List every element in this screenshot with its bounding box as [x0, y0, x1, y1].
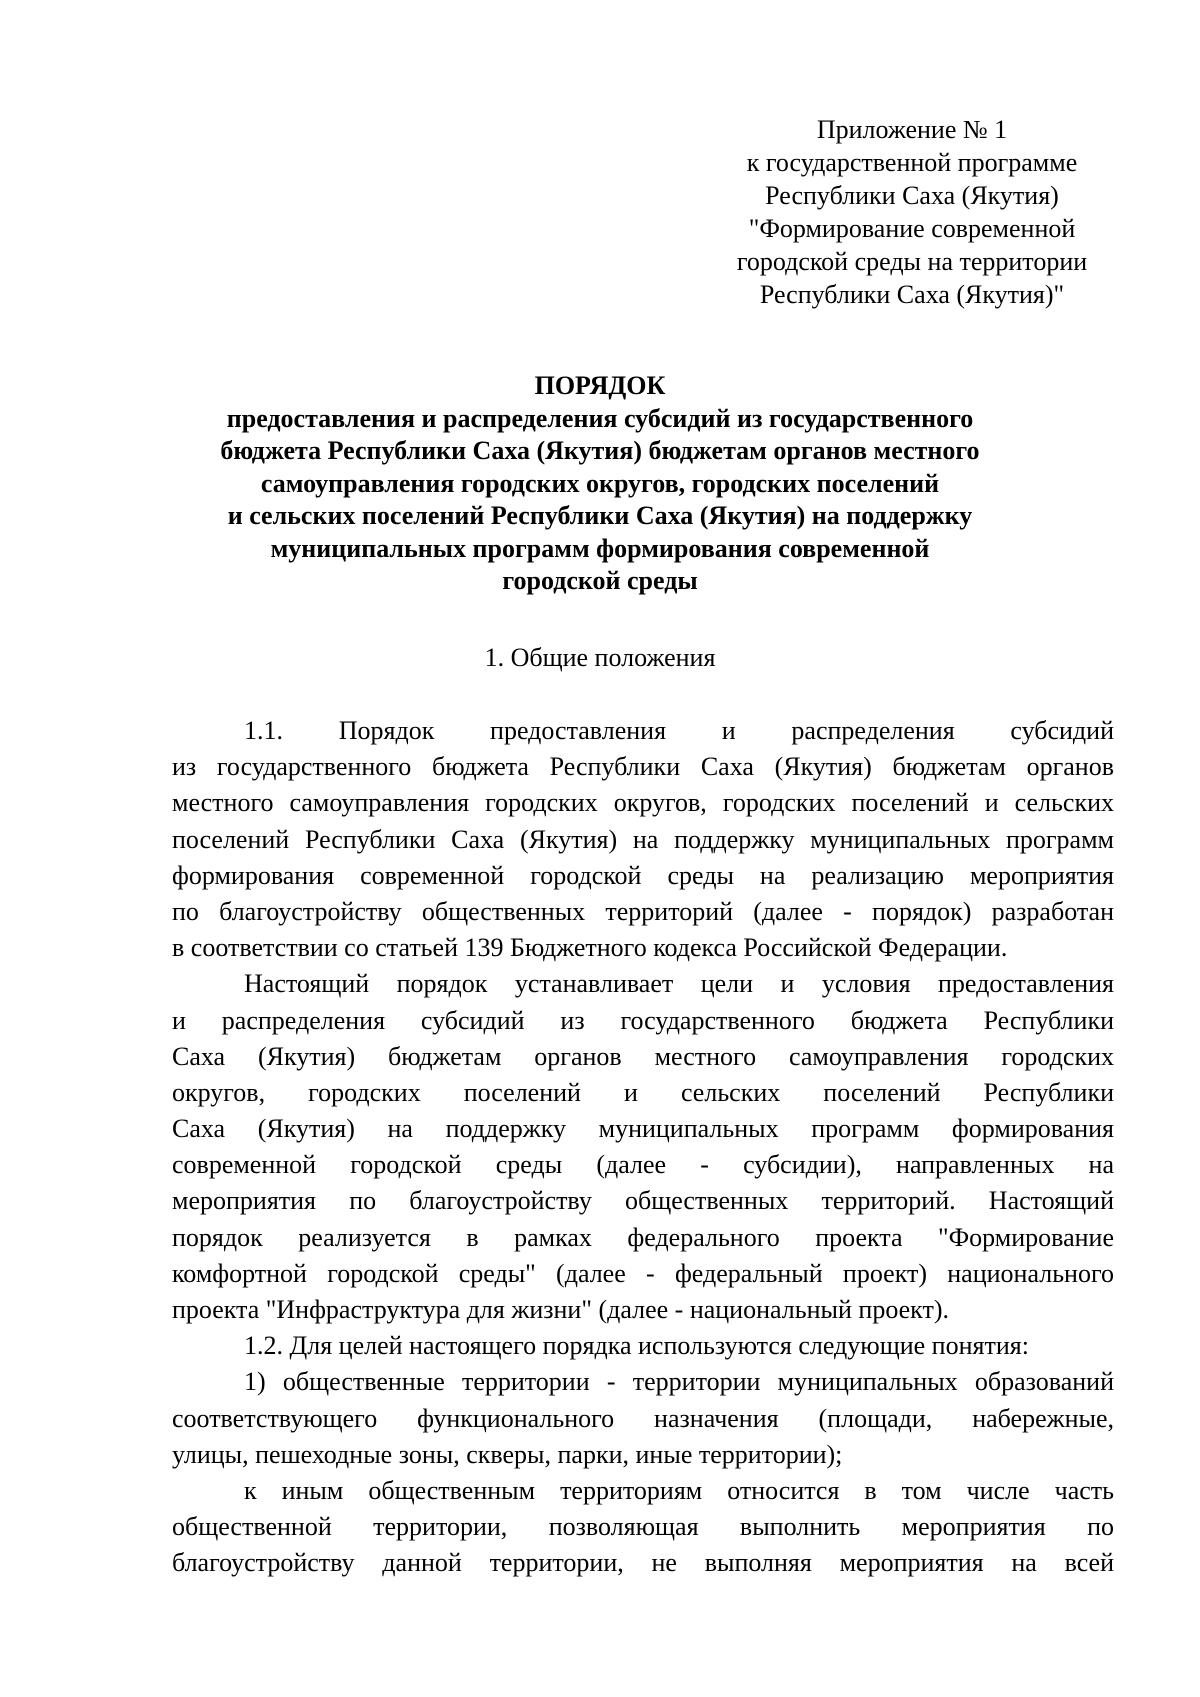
paragraph-other-territories — [172, 1473, 1114, 1582]
paragraph-purpose — [172, 966, 1114, 1328]
paragraph-line: общественной территории, позволяющая выполнить мероприятия по — [172, 1512, 1114, 1542]
paragraph-line: в соответствии со статьей 139 Бюджетного кодекса Российской Федерации. — [172, 933, 1008, 963]
paragraph-line: формирования современной городской среды на реализацию мероприятия — [172, 860, 1114, 890]
paragraph-1-1 — [172, 713, 1114, 966]
paragraph-line: к иным общественным территориям относится в том числе часть — [244, 1475, 1114, 1505]
annex-header — [702, 113, 1122, 311]
paragraph-line: поселений Республики Саха (Якутия) на поддержку муниципальных программ — [172, 824, 1114, 854]
paragraph-line: благоустройству данной территории, не выполняя мероприятия на всей — [172, 1548, 1114, 1578]
paragraph-line: соответствующего функционального назначения (площади, набережные, — [172, 1403, 1114, 1433]
paragraph-line: Саха (Якутия) на поддержку муниципальных программ формирования — [172, 1114, 1114, 1144]
annex-line: Приложение № 1 — [816, 115, 1008, 144]
annex-line: "Формирование современной — [748, 214, 1076, 243]
paragraph-definition-1 — [172, 1364, 1114, 1473]
title-subtitle-line: бюджета Республики Саха (Якутия) бюджетам органов местного — [220, 436, 980, 465]
title-subtitle-line: предоставления и распределения субсидий из государственного — [226, 403, 974, 433]
title-heading: ПОРЯДОК — [534, 371, 666, 400]
annex-line: городской среды на территории — [736, 247, 1088, 276]
paragraph-line: округов, городских поселений и сельских поселений Республики — [172, 1077, 1114, 1107]
paragraph-line: проекта "Инфраструктура для жизни" (далее - национальный проект). — [172, 1295, 949, 1324]
paragraph-line: из государственного бюджета Республики Саха (Якутия) бюджетам органов — [172, 752, 1114, 782]
title-subtitle-line: и сельских поселений Республики Саха (Якутия) на поддержку — [227, 501, 973, 530]
document-title — [180, 370, 1020, 598]
annex-line: Республики Саха (Якутия) — [765, 181, 1059, 210]
annex-line: Республики Саха (Якутия)" — [759, 280, 1065, 309]
paragraph-line: 1) общественные территории - территории муниципальных образований — [244, 1367, 1114, 1397]
paragraph-line: Саха (Якутия) бюджетам органов местного самоуправления городских — [172, 1041, 1114, 1071]
title-subtitle-line: муниципальных программ формирования современной — [270, 533, 930, 563]
paragraph-line: местного самоуправления городских округов, городских поселений и сельских — [172, 788, 1114, 818]
paragraph-line: Настоящий порядок устанавливает цели и условия предоставления — [244, 969, 1114, 999]
paragraph-line: порядок реализуется в рамках федерального проекта "Формирование — [172, 1222, 1114, 1252]
paragraph-line: по благоустройству общественных территорий (далее - порядок) разработан — [172, 896, 1114, 926]
paragraph-line: 1.1. Порядок предоставления и распределения субсидий — [244, 716, 1114, 745]
section-heading: 1. Общие положения — [484, 643, 716, 672]
body-text — [172, 713, 1114, 1582]
paragraph-line: 1.2. Для целей настоящего порядка используются следующие понятия: — [244, 1331, 1029, 1361]
paragraph-line: комфортной городской среды" (далее - федеральный проект) национального — [172, 1258, 1114, 1288]
title-subtitle-line: городской среды — [502, 566, 698, 595]
paragraph-line: современной городской среды (далее - субсидии), направленных на — [172, 1150, 1114, 1180]
paragraph-1-2 — [172, 1328, 1114, 1364]
annex-line: к государственной программе — [746, 148, 1078, 177]
title-subtitle-line: самоуправления городских округов, городских поселений — [260, 468, 940, 498]
paragraph-line: и распределения субсидий из государственного бюджета Республики — [172, 1005, 1114, 1035]
paragraph-line: улицы, пешеходные зоны, скверы, парки, иные территории); — [172, 1439, 843, 1469]
paragraph-line: мероприятия по благоустройству общественных территорий. Настоящий — [172, 1186, 1114, 1216]
